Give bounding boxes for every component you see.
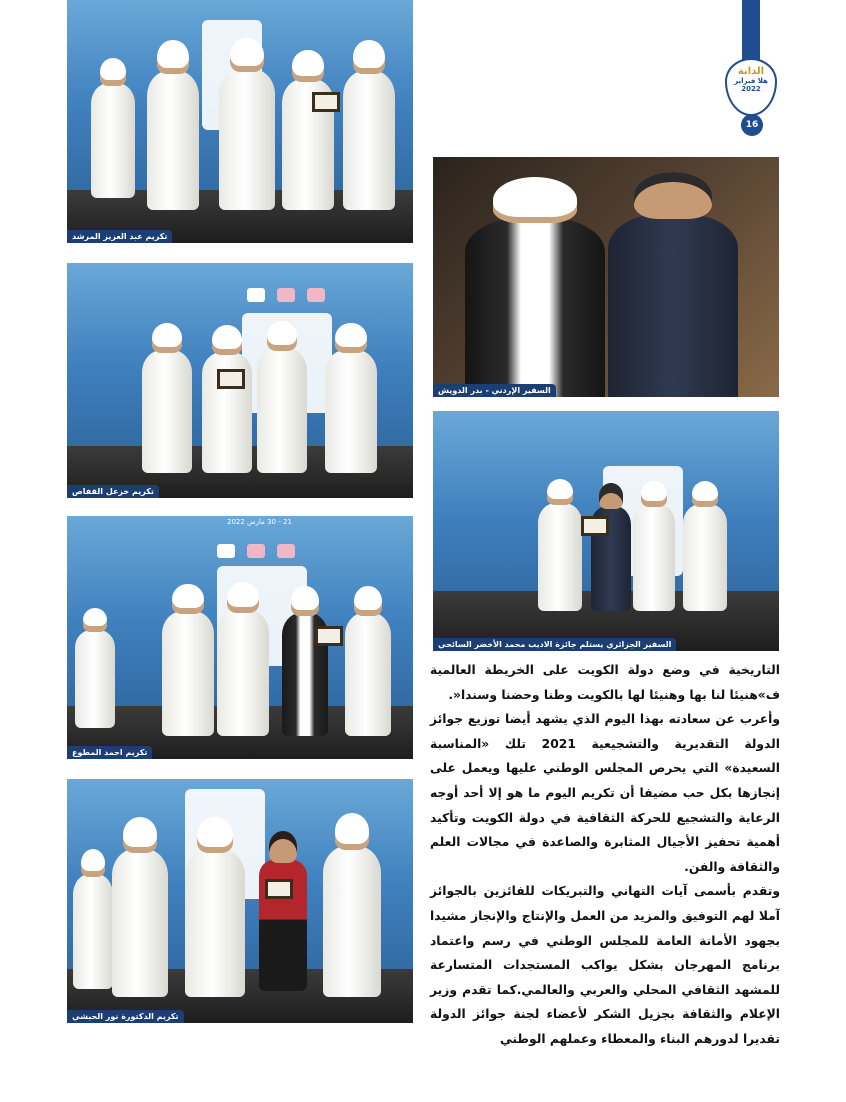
photo-caption: السفير الجزائري يستلم جائزة الاديب محمد الأخضر السائحي [433,638,676,651]
award-plaque [265,879,293,899]
honoree-figure [217,582,269,736]
honoree-figure [282,50,334,210]
issue-label: هلا فبراير [734,77,768,85]
photo-caption: تكريم خزعل القفاص [67,485,159,498]
award-plaque [217,369,245,389]
photo-caption: تكريم عبد العزيز المرشد [67,230,172,243]
photo-award-2 [67,263,413,498]
honoree-figure [683,481,727,611]
ambassador-figure [465,177,605,397]
honoree-figure [538,479,582,611]
honoree-figure [259,831,307,991]
article-paragraph: وأعرب عن سعادته بهذا اليوم الذي يشهد أيضا توزيع جوائز الدولة التقديرية والتشجيعية 2021 تلك «المناسبة السعيدة» التي يحرص المجلس الوطني عليها ويعمل على إنجازها بكل حب مضيفا أن تكريم اليوم ما هو إلا أحد أوجه الرعاية والتشجيع للحركة الثقافية في دولة الكويت وتأكيد أهمية تحفيز الأجيال المثابرة والصاعدة في مجالات العلم والثقافة والفن. [430,712,780,874]
guest-figure [608,172,738,397]
honoree-figure [325,323,377,473]
photo-award-3 [67,516,413,759]
photo-award-1 [67,0,413,243]
honoree-figure [73,849,113,989]
magazine-brand: الدانة [737,66,765,77]
honoree-figure [202,325,252,473]
honoree-figure [75,608,115,728]
article-paragraph: وتقدم بأسمى آيات التهاني والتبريكات للفائزين بالجوائز آملا لهم التوفيق والمزيد من العمل والإنتاج والإنجاز مشيدا بجهود الأمانة العامة للمجلس الوطني في رسم واعتماد برنامج المهرجان بشكل يواكب المستجدات المتسارعة للمشهد الثقافي المحلي والعربي والعالمي.كما تقدم وزير الإعلام والثقافة بجزيل الشكر لأعضاء لجنة جوائز الدولة تقديرا لدورهم البناء والمعطاء وعملهم الوطني [430,884,780,1046]
honoree-figure [343,40,395,210]
honoree-figure [323,813,381,997]
honoree-figure [633,481,675,611]
honoree-figure [112,817,168,997]
page-number: 16 [741,114,763,136]
photo-caption: تكريم احمد المطوع [67,746,152,759]
honoree-figure [162,584,214,736]
award-plaque [581,516,609,536]
photo-caption: تكريم الدكتورة نور الحبشي [67,1010,184,1023]
photo-ceremony [433,411,779,651]
honoree-figure [91,58,135,198]
magazine-badge [725,58,777,116]
honoree-figure [142,323,192,473]
honoree-figure [185,817,245,997]
honoree-figure [282,586,328,736]
article-paragraph: التاريخية في وضع دولة الكويت على الخريطة العالمية ف»هنيئا لنا بها وهنيئا لها بالكويت وطنا وحضنا وسندا«. [430,663,780,702]
honoree-figure [591,483,631,611]
issue-year: 2022 [741,85,761,93]
article-body [430,658,780,1052]
photo-portrait [433,157,779,397]
honoree-figure [257,321,307,473]
honoree-figure [219,38,275,210]
photo-award-4 [67,779,413,1023]
honoree-figure [345,586,391,736]
honoree-figure [147,40,199,210]
award-plaque [312,92,340,112]
award-plaque [315,626,343,646]
banner-date: 21 - 30 مارس 2022 [227,518,292,526]
photo-caption: السفير الإردني - بدر الدويش [433,384,556,397]
